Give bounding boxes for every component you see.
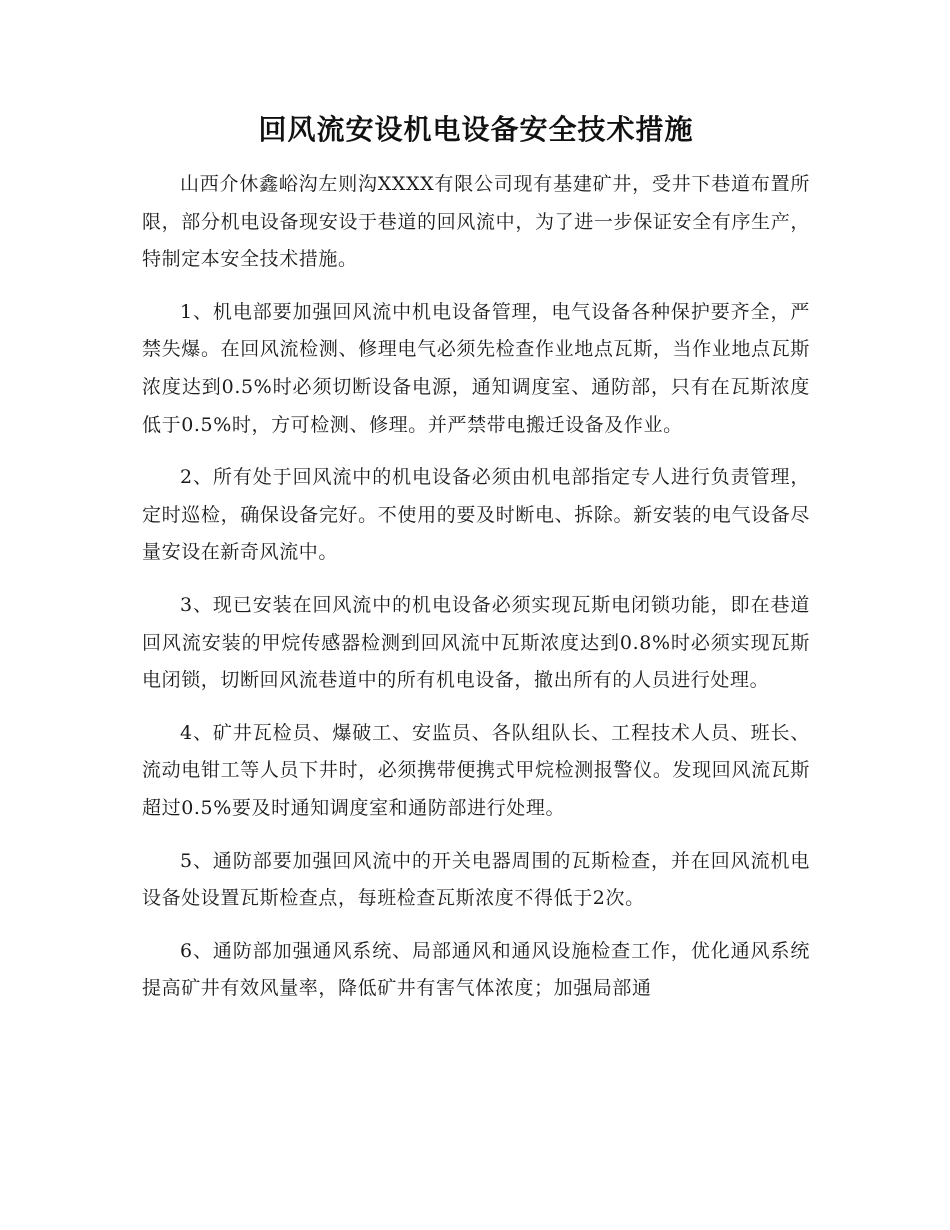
- paragraph-item-5: 5、通防部要加强回风流中的开关电器周围的瓦斯检查，并在回风流机电设备处设置瓦斯检查点，每班检查瓦斯浓度不得低于2次。: [142, 849, 810, 910]
- paragraph-intro: 山西介休鑫峪沟左则沟XXXX有限公司现有基建矿井，受井下巷道布置所限，部分机电设备现安设于巷道的回风流中，为了进一步保证安全有序生产，特制定本安全技术措施。: [142, 173, 810, 271]
- document-body: [142, 108, 810, 1023]
- paragraph-item-1: 1、机电部要加强回风流中机电设备管理，电气设备各种保护要齐全，严禁失爆。在回风流检测、修理电气必须先检查作业地点瓦斯，当作业地点瓦斯浓度达到0.5%时必须切断设备电源，通知调度室、通防部，只有在瓦斯浓度低于0.5%时，方可检测、修理。并严禁带电搬迁设备及作业。: [142, 300, 810, 436]
- document-title: 回风流安设机电设备安全技术措施: [258, 113, 694, 146]
- paragraph-item-6: 6、通防部加强通风系统、局部通风和通风设施检查工作，优化通风系统提高矿井有效风量率，降低矿井有害气体浓度；加强局部通: [142, 939, 810, 1000]
- paragraph-item-4: 4、矿井瓦检员、爆破工、安监员、各队组队长、工程技术人员、班长、流动电钳工等人员下井时，必须携带便携式甲烷检测报警仪。发现回风流瓦斯超过0.5%要及时通知调度室和通防部进行处理。: [142, 721, 810, 819]
- paragraph-item-2: 2、所有处于回风流中的机电设备必须由机电部指定专人进行负责管理，定时巡检，确保设备完好。不使用的要及时断电、拆除。新安装的电气设备尽量安设在新奇风流中。: [142, 466, 810, 564]
- paragraph-item-3: 3、现已安装在回风流中的机电设备必须实现瓦斯电闭锁功能，即在巷道回风流安装的甲烷传感器检测到回风流中瓦斯浓度达到0.8%时必须实现瓦斯电闭锁，切断回风流巷道中的所有机电设备，撤出所有的人员进行处理。: [142, 593, 810, 692]
